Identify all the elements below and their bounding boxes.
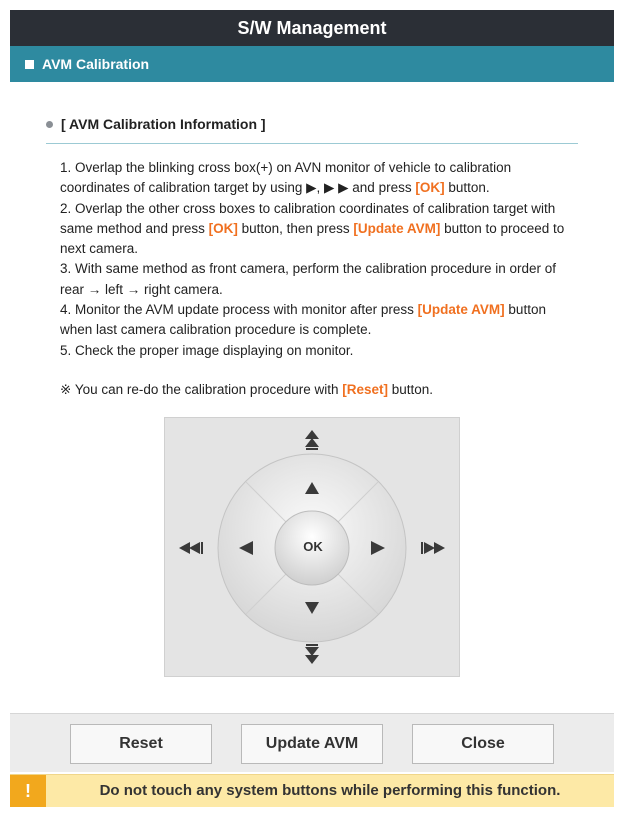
instruction-step bbox=[60, 259, 580, 300]
close-button[interactable]: Close bbox=[412, 724, 554, 764]
info-heading-text: [ AVM Calibration Information ] bbox=[61, 116, 266, 132]
instruction-list bbox=[60, 158, 580, 361]
warning-message: Do not touch any system buttons while performing this function. bbox=[99, 782, 561, 799]
note-suffix: button. bbox=[388, 382, 434, 397]
instruction-step bbox=[60, 199, 580, 260]
section-header bbox=[10, 46, 614, 82]
step-highlight: [Update AVM] bbox=[417, 302, 505, 318]
step-text: 3. With same method as front camera, perform the calibration procedure in order of rear → left → right camera. bbox=[60, 261, 556, 297]
info-heading bbox=[46, 116, 578, 144]
warning-icon: ! bbox=[10, 775, 46, 807]
step-text: 1. Overlap the blinking cross box(+) on AVN monitor of vehicle to calibration coordinates of calibration target by using ▶, ▶ ▶ and press bbox=[60, 160, 512, 196]
window-title: S/W Management bbox=[10, 10, 614, 46]
step-text: 4. Monitor the AVM update process with monitor after press bbox=[60, 302, 418, 318]
instruction-step bbox=[60, 158, 580, 199]
fast-left-button[interactable] bbox=[179, 542, 203, 554]
step-text: button when last camera calibration procedure is complete. bbox=[60, 302, 546, 338]
ok-label: OK bbox=[303, 539, 323, 554]
update-avm-button[interactable]: Update AVM bbox=[241, 724, 383, 764]
reset-button[interactable]: Reset bbox=[70, 724, 212, 764]
fast-down-button[interactable] bbox=[305, 644, 319, 664]
step-text: button to proceed to next camera. bbox=[60, 220, 565, 257]
reset-note bbox=[60, 380, 580, 400]
step-text: 2. Overlap the other cross boxes to calibration coordinates of calibration target with same method and press bbox=[60, 200, 556, 236]
step-highlight: [Update AVM] bbox=[353, 220, 441, 236]
button-bar bbox=[10, 713, 614, 772]
instruction-step bbox=[60, 341, 580, 361]
fast-right-button[interactable] bbox=[421, 542, 445, 554]
warning-banner bbox=[10, 774, 614, 807]
step-highlight: [OK] bbox=[415, 180, 445, 196]
square-bullet-icon bbox=[25, 60, 34, 69]
section-title: AVM Calibration bbox=[42, 56, 150, 72]
note-prefix: ※ You can re-do the calibration procedure with bbox=[60, 382, 343, 397]
step-highlight: [OK] bbox=[208, 220, 238, 236]
step-text: button, then press bbox=[237, 220, 354, 236]
step-text: button. bbox=[444, 180, 490, 196]
fast-up-button[interactable] bbox=[305, 430, 319, 450]
instruction-step bbox=[60, 300, 580, 341]
direction-pad bbox=[164, 417, 460, 677]
bullet-dot-icon bbox=[46, 121, 53, 128]
note-reset-highlight: [Reset] bbox=[342, 382, 388, 397]
step-text: 5. Check the proper image displaying on monitor. bbox=[60, 342, 354, 358]
